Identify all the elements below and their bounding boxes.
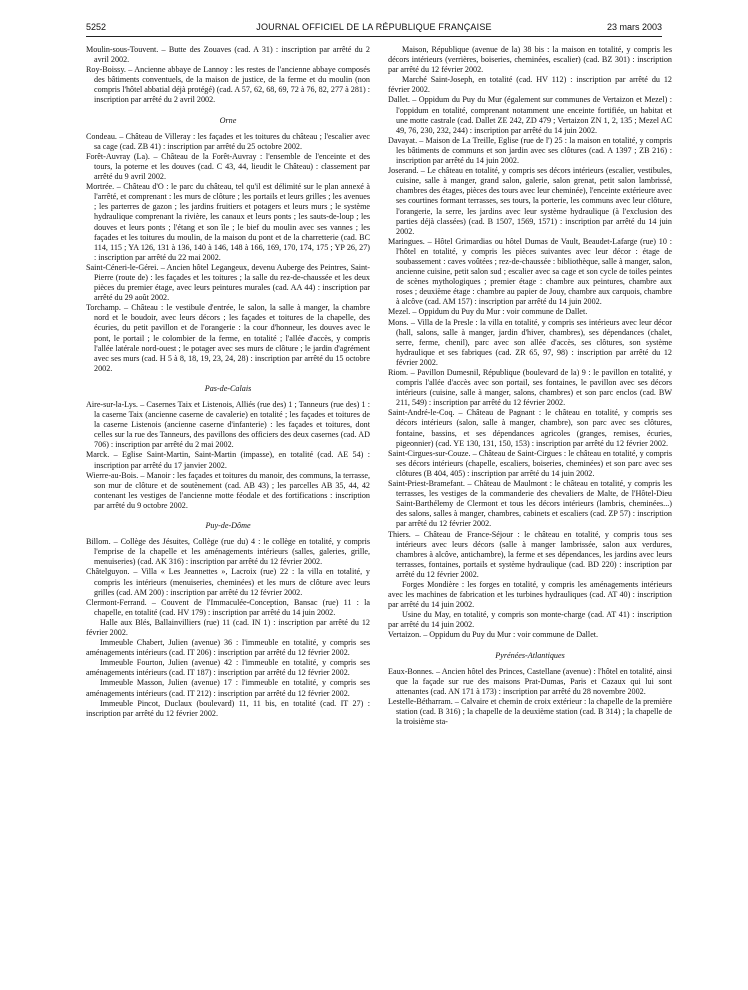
sub-entry: Immeuble Masson, Julien (avenue) 17 : l'immeuble en totalité, y compris ses aménagements intérieurs (cad. IT 212) : inscription par arrêté du 12 février 2002.	[86, 678, 370, 698]
entry: Mezel. – Oppidum du Puy du Mur : voir commune de Dallet.	[388, 307, 588, 317]
sub-entry: Usine du May, en totalité, y compris son monte-charge (cad. AT 41) : inscription par arrêté du 14 juin 2002.	[388, 610, 672, 630]
sub-entry: Maison, République (avenue de la) 38 bis : la maison en totalité, y compris les décors intérieurs (verrières, boiseries, cheminées, escalier) (cad. BZ 301) : inscription par arrêté du 12 février 2002.	[388, 45, 672, 75]
entry: Dallet. – Oppidum du Puy du Mur (également sur communes de Vertaizon et Mezel) : l'oppidum en totalité, comprenant notamment une enceinte fortifiée, un habitat et une motte castrale (cad. Dallet ZE 242, ZD 479 ; Vertaizon ZN 1, 2, 135 ; Mezel AC 49, 76, 230, 232, 244) : inscription par arrêté du 14 juin 2002.	[388, 95, 672, 135]
department-heading: Orne	[219, 115, 237, 125]
sub-entry: Halle aux Blés, Ballainvilliers (rue) 11 (cad. IN 1) : inscription par arrêté du 12 février 2002.	[86, 617, 370, 637]
sub-entry: Immeuble Pincot, Duclaux (boulevard) 11, 11 bis, en totalité (cad. IT 27) : inscription par arrêté du 12 février 2002.	[86, 698, 370, 718]
entry: Saint-Priest-Bramefant. – Château de Maulmont : le château en totalité, y compris les terrasses, les vestiges de la commanderie des chevaliers de Malte, de l'Hôtel-Dieu Saint-Barthélemy de Clermont et tous les décors intérieurs (lambris, cheminées...) des salons, salles à manger, chambres, cabinets et escaliers (cad. ZP 57) : inscription par arrêté du 12 février 2002.	[388, 479, 672, 529]
sub-entry: Forges Mondière : les forges en totalité, y compris les aménagements intérieurs avec les machines de fabrication et les turbines hydrauliques (cad. AT 40) : inscription par arrêté du 14 juin 2002.	[388, 579, 672, 610]
entry: Eaux-Bonnes. – Ancien hôtel des Princes, Castellane (avenue) : l'hôtel en totalité, ainsi que la façade sur rue des maisons Prat-Dumas, Paris et Cazaux qui lui sont attenantes (cad. AN 171 à 173) : inscription par arrêté du 28 novembre 2002.	[388, 666, 672, 696]
sub-entry: Immeuble Chabert, Julien (avenue) 36 : l'immeuble en totalité, y compris ses aménagements intérieurs (cad. IT 206) : inscription par arrêté du 12 février 2002.	[86, 638, 370, 658]
entry: Mortrée. – Château d'O : le parc du château, tel qu'il est délimité sur le plan annexé à l'arrêté, et comprenant : les murs de clôture ; les portails et leurs grilles ; les avenues ; les parterres de gazon ; les jardins fruitiers et potagers et leurs murs ; le système hydraulique comprenant la rivière, les canaux et leurs ponts ; les sauts-de-loup ; les douves et leurs ponts ; l'étang et son île ; le bief du moulin avec ses vannes ; les façades et les toitures du moulin, de la maison du pont et de la charretterie (cad. BC 114, 115 ; YA 126, 131 à 136, 140 à 146, 148 à 166, 169, 170, 174, 175 ; YP 26, 27) : inscription par arrêté du 22 mai 2002.	[86, 182, 370, 262]
entry: Torchamp. – Château : le vestibule d'entrée, le salon, la salle à manger, la chambre nord et le boudoir, avec leurs décors ; les façades et toitures de la chapelle, des écuries, du petit pavillon et de l'orangerie : la cour d'honneur, les douves avec le pont, le portail ; le colombier de la ferme, en totalité ; l'allée d'accès, y compris l'allée latérale nord-ouest ; le potager avec ses murs de clôture ; le jardin d'agrément avec ses murs (cad. H 5 à 8, 18, 19, 23, 24, 28) : inscription par arrêté du 15 octobre 2002.	[86, 303, 370, 373]
department-heading: Pyrénées-Atlantiques	[495, 650, 565, 660]
entry: Davayat. – Maison de La Treille, Eglise (rue de l') 25 : la maison en totalité, y compris les bâtiments de communs et son jardin avec ses clôtures (cad. A 1397 ; ZB 216) : inscription par arrêté du 14 juin 2002.	[388, 135, 672, 166]
header-rule	[86, 36, 662, 37]
entry: Wierre-au-Bois. – Manoir : les façades et toitures du manoir, des communs, la terrasse, son mur de clôture et de soutènement (cad. AB 43) ; les parcelles AB 35, 44, 42 contenant les vestiges de l'ancienne motte féodale et des fortifications : inscription par arrêté du 9 octobre 2002.	[86, 470, 370, 510]
entry: Vertaizon. – Oppidum du Puy du Mur : voir commune de Dallet.	[388, 630, 599, 640]
entry: Clermont-Ferrand. – Couvent de l'Immaculée-Conception, Bansac (rue) 11 : la chapelle, en totalité (cad. HV 179) : inscription par arrêté du 14 juin 2002.	[86, 597, 370, 617]
entry: Thiers. – Château de France-Séjour : le château en totalité, y compris tous ses intérieurs avec leurs décors (salle à manger lambrissée, salon aux verdures, chambres à alcôve, antichambre), la ferme et ses dépendances, les jardins avec leurs terrasses, fontaines, portails et système hydraulique (cad. BD 220) : inscription par arrêté du 12 février 2002.	[388, 529, 672, 579]
left-column	[86, 45, 370, 719]
department-heading: Pas-de-Calais	[204, 383, 252, 393]
entry: Condeau. – Château de Villeray : les façades et les toitures du château ; l'escalier avec sa cage (cad. ZB 41) : inscription par arrêté du 25 octobre 2002.	[86, 131, 370, 151]
entry: Saint-Cirgues-sur-Couze. – Château de Saint-Cirgues : le château en totalité, y compris ses décors intérieurs (chapelle, escaliers, boiseries, cheminées) et son parc avec ses clôtures (B 404, 405) : inscription par arrêté du 14 juin 2002.	[388, 448, 672, 478]
entry: Billom. – Collège des Jésuites, Collège (rue du) 4 : le collège en totalité, y compris l'emprise de la chapelle et les aménagements intérieurs (salles, galeries, grille, menuiseries) (cad. AK 316) : inscription par arrêté du 12 février 2002.	[86, 537, 370, 567]
entry: Saint-Céneri-le-Gérei. – Ancien hôtel Legangeux, devenu Auberge des Peintres, Saint-Pierre (route de) : les façades et les toitures ; la salle du rez-de-chaussée et les deux pièces du premier étage, avec leurs peintures murales (cad. AA 44) : inscription par arrêté du 29 août 2002.	[86, 262, 370, 303]
entry: Moulin-sous-Touvent. – Butte des Zouaves (cad. A 31) : inscription par arrêté du 2 avril 2002.	[86, 45, 370, 65]
entry: Maringues. – Hôtel Grimardias ou hôtel Dumas de Vault, Beaudet-Lafarge (rue) 10 : l'hôtel en totalité, y compris les pièces suivantes avec leur décor : étage de soubassement : caves voûtées ; rez-de-chaussée : bibliothèque, salle à manger, salon, ancienne cuisine, petit salon sud ; escalier avec sa cage et son cycle de toiles peintes de scènes mythologiques ; premier étage : chambre aux peintures, chambre aux roses ; deuxième étage : chambre au papier de Jouy, chambre aux carquois, chambre à alcôve (cad. AM 157) : inscription par arrêté du 14 juin 2002.	[388, 236, 672, 307]
journal-title: JOURNAL OFFICIEL DE LA RÉPUBLIQUE FRANÇAISE	[256, 22, 492, 32]
entry: Forêt-Auvray (La). – Château de la Forêt-Auvray : l'ensemble de l'enceinte et des tours, la poterne et les douves (cad. C 43, 44, lieudit le Château) : classement par arrêté du 9 avril 2002.	[86, 151, 370, 182]
entry: Aire-sur-la-Lys. – Casernes Taix et Listenois, Alliés (rue des) 1 ; Tanneurs (rue des) 1 : la caserne Taix (ancienne caserne de cavalerie) en totalité ; les façades et toitures de la caserne Listenois (ancienne caserne d'infanterie) : les façades et toitures, dont celles sur la rue des Tanneurs, des pavillons des officiers des deux casernes (cad. AD 706) : inscription par arrêté du 2 mai 2002.	[86, 400, 370, 450]
sub-entry: Marché Saint-Joseph, en totalité (cad. HV 112) : inscription par arrêté du 12 février 2002.	[388, 75, 672, 95]
entry: Saint-André-le-Coq. – Château de Pagnant : le château en totalité, y compris ses décors intérieurs (salon, salle à manger, chambre), son parc avec ses clôtures, fontaine, bassins, et ses dépendances agricoles (granges, remises, écuries, pigeonnier) (cad. YE 130, 131, 150, 153) : inscription par arrêté du 12 février 2002.	[388, 408, 672, 448]
entry: Mons. – Villa de la Presle : la villa en totalité, y compris ses intérieurs avec leur décor (hall, salons, salle à manger, jardin d'hiver, chambres), ses dépendances (chalet, serre, ferme, chenil), parc avec son allée d'accès, ses clôtures, son système hydraulique et ses fabriques (cad. ZR 65, 97, 98) : inscription par arrêté du 12 février 2002.	[388, 317, 672, 367]
entry: Roy-Boissy. – Ancienne abbaye de Lannoy : les restes de l'ancienne abbaye composés des bâtiments conventuels, de la maison de justice, de la ferme et du moulin (non compris l'hôtel abbatial déjà protégé) (cad. A 57, 62, 68, 69, 72 à 76, 82, 277 à 281) : inscription par arrêté du 2 avril 2002.	[86, 65, 370, 105]
entry: Lestelle-Bétharram. – Calvaire et chemin de croix extérieur : la chapelle de la première station (cad. B 316) ; la chapelle de la deuxième station (cad. B 314) ; la chapelle de la troisième sta-	[388, 696, 672, 727]
sub-entry: Immeuble Fourton, Julien (avenue) 42 : l'immeuble en totalité, y compris ses aménagements intérieurs (cad. IT 187) : inscription par arrêté du 12 février 2002.	[86, 658, 370, 678]
right-column	[388, 45, 672, 727]
entry: Riom. – Pavillon Dumesnil, République (boulevard de la) 9 : le pavillon en totalité, y compris l'allée d'accès avec son portail, ses fontaines, le pavillon avec ses décors intérieurs (cuisine, salle à manger, salons, chambres) et son parc enclos (cad. BW 211, 549) : inscription par arrêté du 12 février 2002.	[388, 368, 672, 408]
entry: Marck. – Eglise Saint-Martin, Saint-Martin (impasse), en totalité (cad. AE 54) : inscription par arrêté du 17 janvier 2002.	[86, 450, 370, 470]
issue-date: 23 mars 2003	[606, 22, 662, 32]
page-number: 5252	[86, 22, 107, 32]
entry: Châtelguyon. – Villa « Les Jeannettes », Lacroix (rue) 22 : la villa en totalité, y compris les intérieurs (menuiseries, cheminées) et les murs de clôture avec leurs grilles (cad. AM 200) : inscription par arrêté du 12 février 2002.	[86, 567, 370, 597]
department-heading: Puy-de-Dôme	[205, 521, 251, 531]
entry: Joserand. – Le château en totalité, y compris ses décors intérieurs (escalier, vestibules, cuisine, salle à manger, grand salon, galerie, salon grenat, petit salon lambrissé, chambres des étages, pièces des tours avec leur cheminée), l'enceinte extérieure avec ses courtines formant terrasses, ses tours, la porterie, les communs avec leur clôture, l'orangerie, la serre, les jardins avec leur système hydraulique (à l'exclusion des parties déjà classées) (cad. B 1507, 1569, 1571) : inscription par arrêté du 14 juin 2002.	[388, 166, 672, 236]
